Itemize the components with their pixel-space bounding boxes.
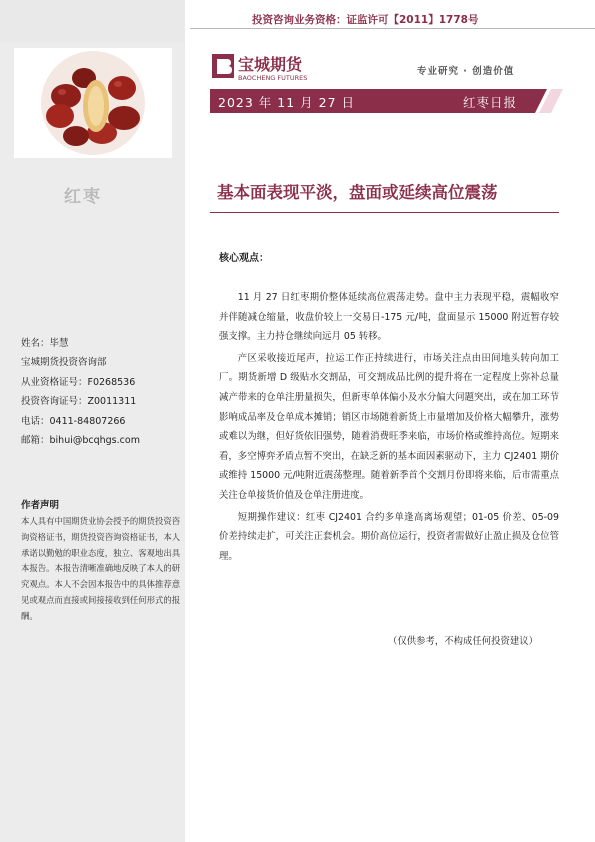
analyst-department: 宝城期货投资咨询部 <box>21 357 107 369</box>
logo-subtext: BAOCHENG FUTURES <box>238 74 308 82</box>
body-paragraph-fundamentals: 产区采收接近尾声，拉运工作正持续进行，市场关注点由田间地头转向加工厂。期货新增 D 级贴水交割品，可交割成品比例的提升将在一定程度上弥补总量减产带来的仓单注册量损失，但新枣单体偏小及水分偏大问题突出，或在加工环节影响成品率及仓单成本摊销；销区市场随着新货上市量增加及价格大幅攀升，涨势或难以为继，但好货依旧强势，随着消费旺季来临，市场价格或维持高位。短期来看，多空博弈矛盾点暂不突出，在缺乏新的基本面因素驱动下，主力 CJ2401 期价或维持 15000 元/吨附近震荡整理。随着新季首个交割月份即将来临，后市需重点关注仓单接货价值及仓单注册进度。 <box>219 352 559 501</box>
company-slogan: 专业研究 · 创造价值 <box>417 66 515 77</box>
disclaimer: （仅供参考，不构成任何投资建议） <box>388 636 539 647</box>
sidebar-header-band <box>0 0 185 43</box>
analyst-contact <box>21 334 140 450</box>
date-banner <box>210 89 535 113</box>
headline-divider <box>210 212 559 213</box>
jujube-illustration <box>14 48 172 158</box>
company-logo <box>212 53 412 87</box>
logo-text: 宝城期货 <box>238 55 303 74</box>
analyst-name: 姓名：毕慧 <box>21 338 69 349</box>
report-body <box>219 288 559 568</box>
header-divider <box>190 28 595 29</box>
consulting-license: 投资咨询证号：Z0011311 <box>21 396 137 408</box>
analyst-email[interactable]: 邮箱：bihui@bcqhgs.com <box>21 435 140 447</box>
date-banner-stripes <box>520 89 570 113</box>
core-view-label: 核心观点： <box>219 253 269 264</box>
report-type: 红枣日报 <box>462 95 517 110</box>
jujube-photo <box>14 48 172 158</box>
practice-license: 从业资格证号：F0268536 <box>21 376 136 388</box>
company-logo-mark <box>212 53 412 83</box>
report-date: 2023 年 11 月 27 日 <box>218 95 355 110</box>
author-statement-title: 作者声明 <box>21 500 60 511</box>
body-paragraph-advice: 短期操作建议：红枣 CJ2401 合约多单逢高离场观望；01-05 价差、05-09 价差持续走扩，可关注正套机会。期价高位运行，投资者需做好止盈止损及仓位管理。 <box>219 511 559 562</box>
body-paragraph-market: 11 月 27 日红枣期价整体延续高位震荡走势。盘中主力表现平稳，震幅收窄并伴随减仓缩量，收盘价较上一交易日-175 元/吨，盘面显示 15000 附近暂存较强支撑。主力持仓继续向远月 05 转移。 <box>219 292 559 343</box>
analyst-phone: 电话：0411-84807266 <box>21 415 126 427</box>
report-headline: 基本面表现平淡，盘面或延续高位震荡 <box>217 183 498 202</box>
product-name: 红枣 <box>64 187 102 207</box>
author-statement: 本人具有中国期货业协会授予的期货投资咨询资格证书，期货投资咨询资格证书，本人承诺以勤勉的职业态度，独立、客观地出具本报告。本报告清晰准确地反映了本人的研究观点。本人不会因本报告中的具体推荐意见或观点而直接或间接接收到任何形式的报酬。 <box>21 516 181 621</box>
license-text: 投资咨询业务资格：证监许可【2011】1778号 <box>252 14 479 26</box>
